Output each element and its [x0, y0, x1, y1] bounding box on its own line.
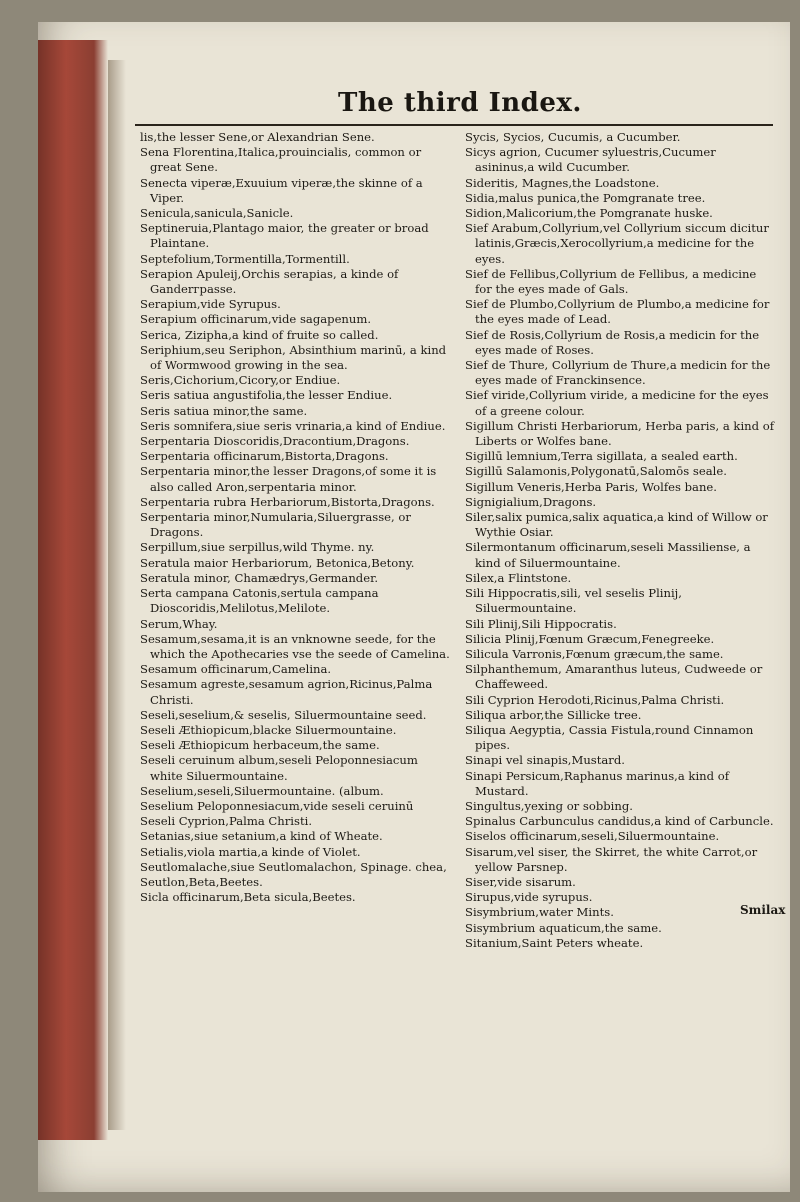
index-entry: Serpentaria rubra Herbariorum,Bistorta,Dragons.: [140, 494, 435, 509]
index-entry: Sisarum,vel siser, the Skirret, the white Carrot,or yellow Parsnep.: [465, 844, 758, 874]
index-entry: Serpillum,siue serpillus,wild Thyme. ny.: [140, 540, 375, 555]
index-entry: Septineruia,Plantago maior, the greater or broad Plaintane.: [140, 221, 429, 251]
index-entry: Serpentaria minor,Numularia,Siluergrasse, or Dragons.: [140, 510, 411, 540]
index-entry: Serpentaria officinarum,Bistorta,Dragons.: [140, 449, 389, 464]
index-entry: Serica, Ziziphа,a kind of fruite so called.: [140, 327, 379, 342]
index-entry: Septefolium,Tormentilla,Tormentill.: [140, 251, 350, 266]
index-entry: Sitanium,Saint Peters wheate.: [465, 935, 644, 950]
index-entry: Sicys agrion, Cucumer syluestris,Cucumer asininus,a wild Cucumber.: [465, 145, 716, 175]
index-entry: Sili Hippocratis,sili, vel seselis Plinij, Siluermountaine.: [465, 586, 682, 616]
index-entry: Sinapi Persicum,Raphanus marinus,a kind of Mustard.: [465, 768, 730, 798]
index-entry: Sinapi vel sinapis,Mustard.: [465, 753, 625, 768]
index-entry: Sena Florentina,Italica,prouincialis, common or great Sene.: [140, 145, 422, 175]
index-entry: Sesamum officinarum,Camelina.: [140, 662, 332, 677]
catchword: Smilax: [740, 903, 786, 917]
index-entry: Seutlomalache,siue Seutlomalachon, Spinage. chea,: [140, 859, 447, 874]
index-entry: Signigialium,Dragons.: [465, 494, 597, 509]
header-rule: [135, 124, 773, 126]
index-entry: Seselium Peloponnesiacum,vide seseli ceruinū: [140, 798, 414, 813]
index-entry: Seseli Cyprion,Palma Christi.: [140, 814, 313, 829]
index-entry: Sigillum Christi Herbariorum, Herba paris, a kind of Liberts or Wolfes bane.: [465, 418, 774, 449]
index-entry: Siser,vide sisarum.: [465, 874, 576, 889]
index-entry: Seutlon,Beta,Beetes.: [140, 874, 263, 889]
index-entry: Sigillū lemnium,Terra sigillata, a sealed earth.: [465, 449, 738, 464]
left-column: [140, 130, 450, 905]
index-entry: Siliqua Aegyptia, Cassia Fistula,round Cinnamon pipes.: [465, 722, 754, 753]
page-title: The third Index.: [338, 88, 582, 118]
index-entry: Sesamum,sesama,it is an vnknowne seede, for the which the Apothecaries vse the seede of Camelina.: [140, 631, 450, 661]
index-entry: Sigillū Salamonis,Polygonatū,Salomōs seale.: [465, 464, 727, 479]
index-entry: Siselos officinarum,seseli,Siluermountaine.: [465, 829, 720, 844]
index-entry: Sili Plinij,Sili Hippocratis.: [465, 616, 617, 631]
index-entry: Sidia,malus punica,the Pomgranate tree.: [465, 190, 706, 205]
index-entry: Seseli,seselium,& seselis, Siluermountaine seed.: [140, 707, 427, 722]
index-entry: Sigillum Veneris,Herba Paris, Wolfes bane.: [465, 479, 717, 494]
index-entry: Seratula minor, Chamædrys,Germander.: [140, 570, 379, 585]
index-entry: Sief de Plumbo,Collyrium de Plumbo,a medicine for the eyes made of Lead.: [465, 297, 770, 327]
index-entry: Siler,salix pumica,salix aquatica,a kind of Willow or Wythie Osiar.: [465, 510, 768, 540]
index-entry: Seriphium,seu Seriphon, Absinthium marinū, a kind of Wormwood growing in the sea.: [140, 342, 447, 373]
index-entry: Serapion Apuleij,Orchis serapias, a kinde of Ganderграsse.: [140, 266, 399, 297]
index-entry: Sideritis, Magnes,the Loadstone.: [465, 175, 660, 190]
index-entry: Seseli Æthiopicum,blacke Siluermountaine.: [140, 722, 397, 737]
index-entry: Sesamum agreste,sesamum agrion,Ricinus,Palma Christi.: [140, 677, 433, 707]
index-entry: Seseli ceruinum album,seseli Peloponnesiacum white Siluermountaine.: [140, 753, 418, 783]
index-entry: Seris,Cichorium,Cicory,or Endiue.: [140, 373, 341, 388]
index-entry: Serapium,vide Syrupus.: [140, 297, 281, 312]
index-entry: Spinalus Carbunculus candidus,a kind of Carbuncle.: [465, 814, 774, 829]
index-entry: Siliqua arbor,the Sillicke tree.: [465, 707, 642, 722]
index-entry: Seseli Æthiopicum herbaceum,the same.: [140, 738, 380, 753]
index-entry: Setialis,viola martia,a kinde of Violet.: [140, 844, 361, 859]
index-entry: Serpentaria Dioscoridis,Dracontium,Dragons.: [140, 434, 410, 449]
index-entry: Seselium,seseli,Siluermountaine. (album.: [140, 783, 384, 798]
index-entry: Silicia Plinij,Fœnum Græcum,Fenegreeke.: [465, 631, 715, 646]
index-entry: Silphanthemum, Amaranthus luteus, Cudweede or Chaffeweed.: [465, 662, 763, 692]
index-entry: Silicula Varronis,Fœnum græcum,the same.: [465, 646, 724, 661]
index-entry: Sisymbrium,water Mints.: [465, 905, 614, 920]
index-entry: Serum,Whay.: [140, 616, 218, 631]
index-entry: Sidion,Malicorium,the Pomgranate huske.: [465, 206, 713, 221]
index-entry: Serpentaria minor,the lesser Dragons,of some it is also called Aron,serpentaria minor.: [140, 464, 437, 494]
index-entry: Seris satiua angustifolia,the lesser Endiue.: [140, 388, 393, 403]
index-entry: Silermontanum officinarum,seseli Massiliense, a kind of Siluermountaine.: [465, 540, 751, 570]
index-entry: Sycis, Sycios, Cucumis, a Cucumber.: [465, 130, 681, 144]
index-entry: lis,the lesser Sene,or Alexandrian Sene.: [140, 130, 375, 144]
index-entry: Serapium officinarum,vide sagapenum.: [140, 312, 372, 327]
index-entry: Sief de Thure, Collyrium de Thure,a medicin for the eyes made of Franckinsence.: [465, 358, 771, 388]
index-entry: Setanias,siue setanium,a kind of Wheate.: [140, 829, 383, 844]
index-entry: Sief de Rosis,Collyrium de Rosis,a medicin for the eyes made of Roses.: [465, 327, 760, 357]
index-entry: Sili Cyprion Herodoti,Ricinus,Palma Christi.: [465, 692, 725, 707]
index-entry: Singultus,yexing or sobbing.: [465, 798, 633, 813]
index-entry: Silex,a Flintstone.: [465, 570, 572, 585]
index-entry: Seris satiua minor,the same.: [140, 403, 308, 418]
index-entry: Seneсta viperæ,Exuuium viperæ,the skinne of a Viper.: [140, 175, 423, 205]
index-entry: Sief Arabum,Collyrium,vel Collyrium siccum dicitur latinis,Græcis,Xerocollyrium,a medicine for the eyes.: [465, 221, 769, 266]
right-column: [465, 130, 775, 951]
index-entry: Sicla officinarum,Beta sicula,Beetes.: [140, 890, 356, 905]
index-entry: Serta campana Catonis,sertula campana Dioscoridis,Melilotus,Melilote.: [140, 586, 379, 616]
index-entry: Sirupus,vide syrupus.: [465, 890, 593, 905]
index-entry: Senicula,sanicula,Sanicle.: [140, 206, 294, 221]
book-spine: [38, 40, 108, 1140]
gutter-shadow: [108, 60, 126, 1130]
index-entry: Sisymbrium aquaticum,the same.: [465, 920, 662, 935]
index-entry: Seris somnifera,siue seris vrinaria,a kind of Endiue.: [140, 418, 446, 433]
index-entry: Seratula maior Herbariorum, Betonica,Betony.: [140, 555, 415, 570]
index-entry: Sief viride,Collyrium viride, a medicine for the eyes of a greene colour.: [465, 388, 769, 418]
index-entry: Sief de Fellibus,Collyrium de Fellibus, a medicine for the eyes made of Gals.: [465, 266, 757, 297]
